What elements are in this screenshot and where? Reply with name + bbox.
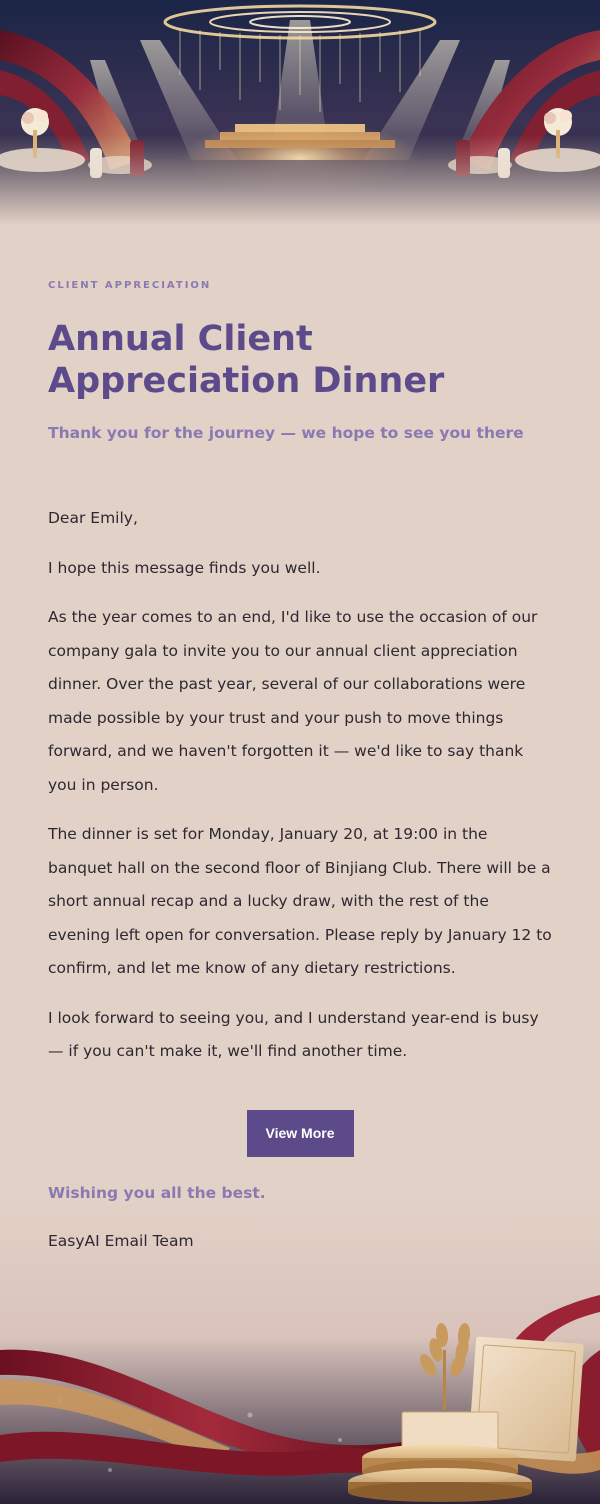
greeting: Dear Emily, — [48, 509, 138, 527]
cta-container — [48, 1110, 552, 1157]
ballroom-illustration — [0, 0, 600, 225]
body-paragraph: I look forward to seeing you, and I understand year-end is busy — if you can't make it, we'll find another time. — [48, 1008, 539, 1060]
signoff-text: Wishing you all the best. — [48, 1184, 266, 1202]
body-paragraph: The dinner is set for Monday, January 20, at 19:00 in the banquet hall on the second floor of Binjiang Club. There will be a short annual recap and a lucky draw, with the rest of the evening left open for conversation. Please reply by January 12 to confirm, and let me know of any dietary restrictions. — [48, 825, 552, 977]
body-paragraph: I hope this message finds you well. — [48, 558, 321, 577]
eyebrow-label: CLIENT APPRECIATION — [48, 280, 212, 291]
body-paragraph: As the year comes to an end, I'd like to use the occasion of our company gala to invite you to our annual client appreciation dinner. Over the past year, several of our collaborations were made possible by your trust and your push to move things forward, and we haven't forgotten it — we'd like to say thank you in person. — [48, 608, 538, 794]
email-title: Annual Client Appreciation Dinner — [48, 319, 445, 401]
header-banner-image — [0, 0, 600, 225]
email-body — [48, 502, 552, 1085]
signature-text: EasyAI Email Team — [48, 1232, 194, 1250]
view-more-button[interactable]: View More — [247, 1110, 354, 1157]
email-subtitle: Thank you for the journey — we hope to see you there — [48, 424, 524, 442]
